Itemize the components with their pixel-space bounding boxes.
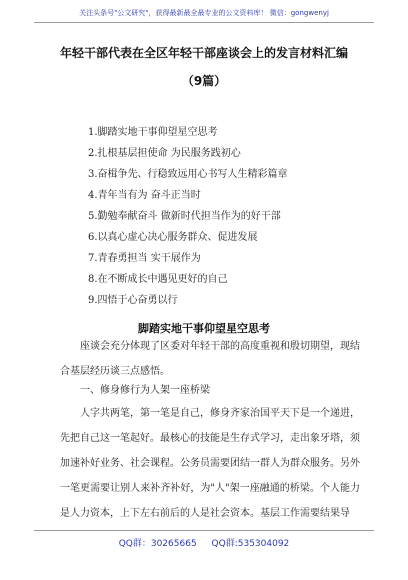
toc-item: 8.在不断成长中遇见更好的自己 bbox=[88, 274, 228, 285]
footer-qq-group-1: QQ群：30265665 bbox=[118, 539, 197, 549]
toc-item: 4.青年当有为 奋斗正当时 bbox=[88, 190, 201, 201]
document-title: 年轻干部代表在全区年轻干部座谈会上的发言材料汇编 bbox=[59, 46, 348, 60]
footer-qq-group-2: QQ群:535304092 bbox=[211, 539, 290, 549]
toc-item: 6.以真心虚心决心服务群众、促进发展 bbox=[88, 232, 258, 243]
paragraph-text: 一、修身修行为人架一座桥梁 bbox=[80, 385, 210, 396]
body-heading-one bbox=[60, 378, 360, 403]
header-note: 关注头条号"公文研究"，获得最新最全最专业的公文资料库！ 微信：gongwenyj bbox=[79, 9, 329, 17]
toc-item: 5.勤勉奉献奋斗 做新时代担当作为的好干部 bbox=[88, 211, 281, 222]
toc-item: 3.奋楫争先、行稳致远用心书写人生精彩篇章 bbox=[88, 169, 288, 180]
toc-item: 2.扎根基层担使命 为民服务践初心 bbox=[88, 148, 241, 159]
footer-divider bbox=[34, 530, 374, 531]
footer-note bbox=[0, 536, 408, 549]
paragraph-text: 座谈会充分体现了区委对年轻干部的高度重视和殷切期望，现结合基层经历谈三点感悟。 bbox=[60, 341, 360, 377]
toc-item: 9.四悟于心奋勇以行 bbox=[88, 295, 178, 306]
body-paragraph-main bbox=[60, 401, 360, 526]
paragraph-text: 人字共两笔，第一笔是自己，修身齐家治国平天下是一个递进，先把自己这一笔起好。最核心的技能是生存式学习，走出象牙塔，须加速补好业务、社会课程。公务员需要团结一群人为群众服务。另外一笔更需要让别人来补齐补好，为"人"架一座融通的桥梁。个人能力是人力资本，上下左右前后的人是社会资本。基层工作需要结果导 bbox=[60, 408, 360, 519]
toc-item: 7.青春勇担当 实干展作为 bbox=[88, 253, 201, 264]
table-of-contents bbox=[88, 122, 348, 311]
body-paragraph-intro bbox=[60, 334, 360, 384]
section-title: 脚踏实地干事仰望星空思考 bbox=[138, 322, 270, 335]
header-divider bbox=[34, 22, 374, 23]
document-subtitle: （9篇） bbox=[181, 74, 227, 88]
toc-item: 1.脚踏实地干事仰望星空思考 bbox=[88, 127, 218, 138]
